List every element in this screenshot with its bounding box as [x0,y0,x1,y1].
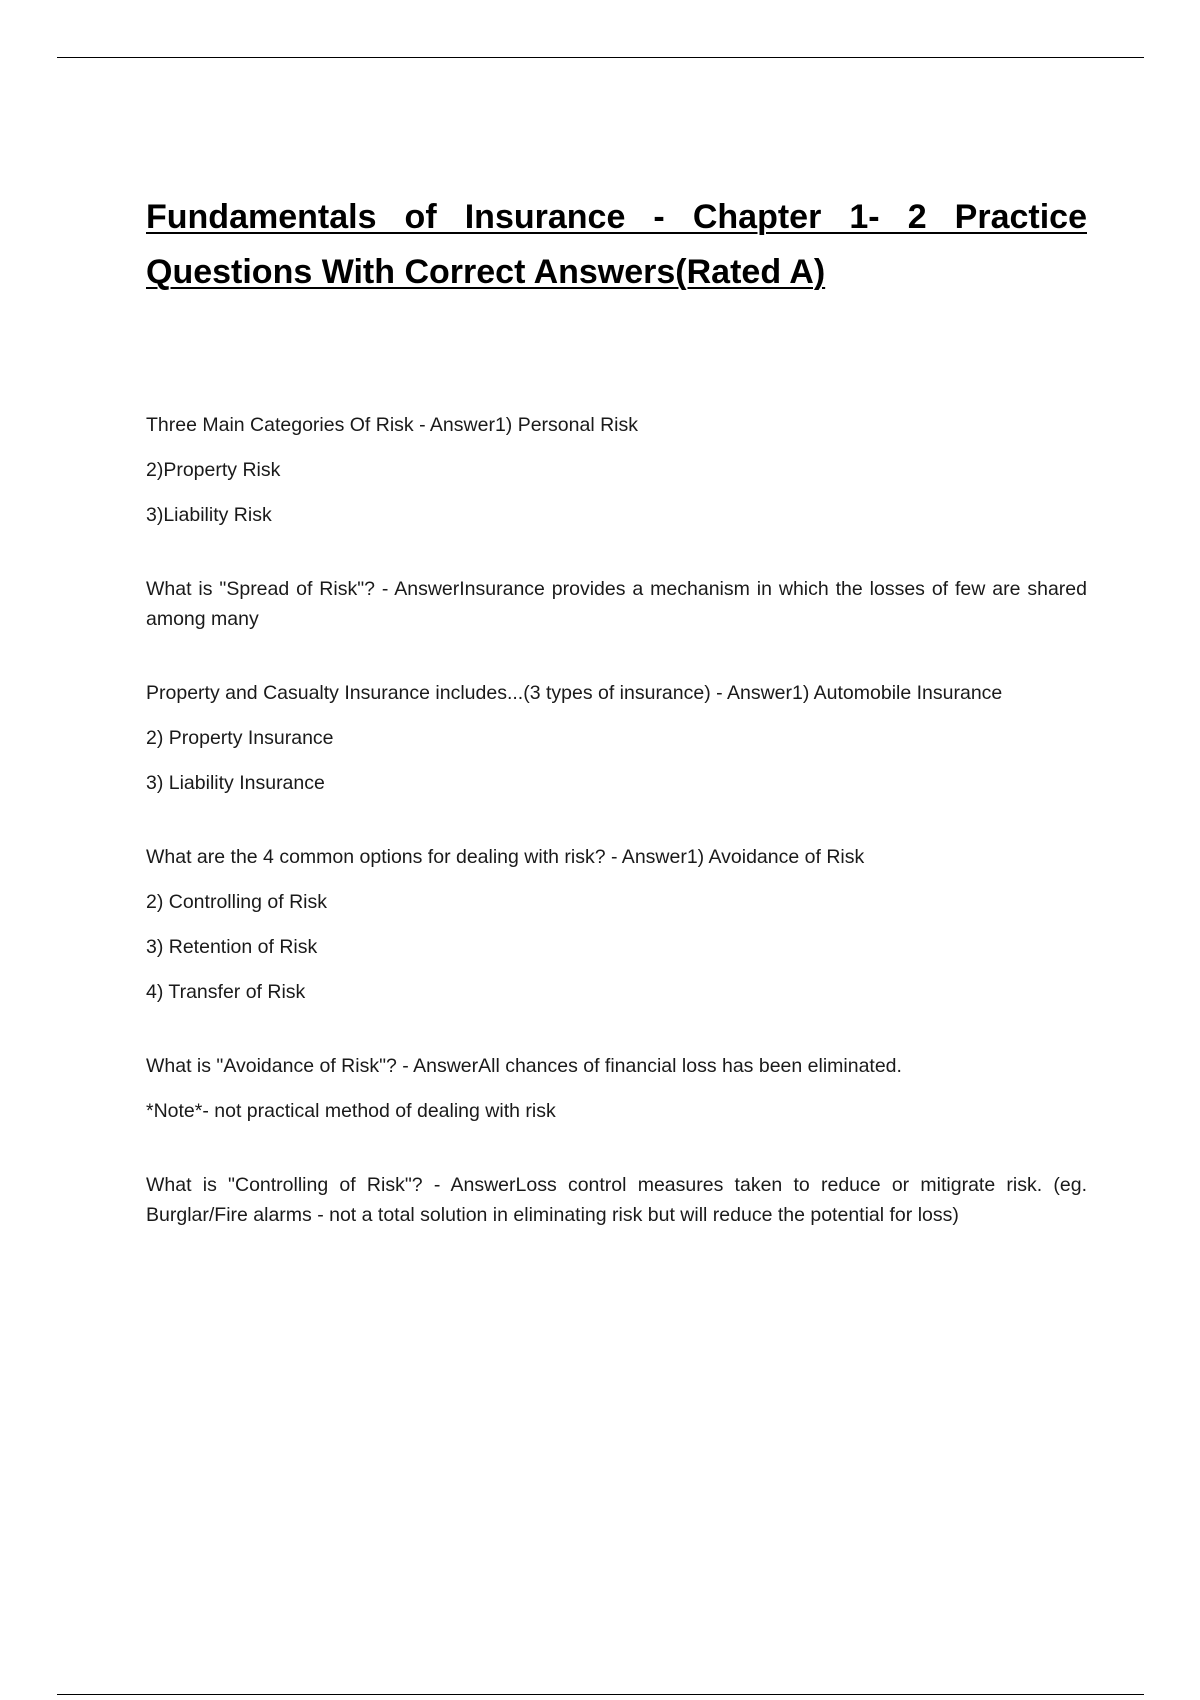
qa-item-spread-of-risk [146,574,1087,634]
qa-item-risk-categories [146,410,1087,530]
qa-text: 4) Transfer of Risk [146,981,306,1003]
document-title: Fundamentals of Insurance - Chapter 1- 2 Practice Questions With Correct Answers(Rated A) [146,198,1087,291]
qa-text: What is "Avoidance of Risk"? - AnswerAll chances of financial loss has been eliminated. [146,1055,902,1077]
qa-item-property-casualty [146,678,1087,798]
document-body [146,190,1087,1274]
qa-text: What is "Controlling of Risk"? - AnswerLoss control measures taken to reduce or mitigrate risk. (eg. Burglar/Fire alarms - not a total solution in eliminating risk but will reduce the potential for loss) [146,1174,1087,1226]
qa-text: What are the 4 common options for dealing with risk? - Answer1) Avoidance of Risk [146,846,865,868]
qa-item-controlling [146,1170,1087,1230]
qa-text: 2) Controlling of Risk [146,891,327,913]
qa-text: Three Main Categories Of Risk - Answer1) Personal Risk [146,414,639,436]
qa-text: 3) Liability Insurance [146,772,325,794]
qa-text: Property and Casualty Insurance includes...(3 types of insurance) - Answer1) Automobile Insurance [146,682,1003,704]
qa-item-avoidance [146,1051,1087,1126]
qa-text: 2)Property Risk [146,459,281,481]
qa-text: 3)Liability Risk [146,504,272,526]
qa-text: 2) Property Insurance [146,727,334,749]
footer-rule [57,1694,1144,1695]
qa-item-risk-options [146,842,1087,1007]
qa-text: *Note*- not practical method of dealing with risk [146,1100,556,1122]
qa-text: 3) Retention of Risk [146,936,318,958]
header-rule [57,57,1144,58]
qa-list [146,410,1087,1230]
qa-text: What is "Spread of Risk"? - AnswerInsurance provides a mechanism in which the losses of few are shared among many [146,578,1087,630]
